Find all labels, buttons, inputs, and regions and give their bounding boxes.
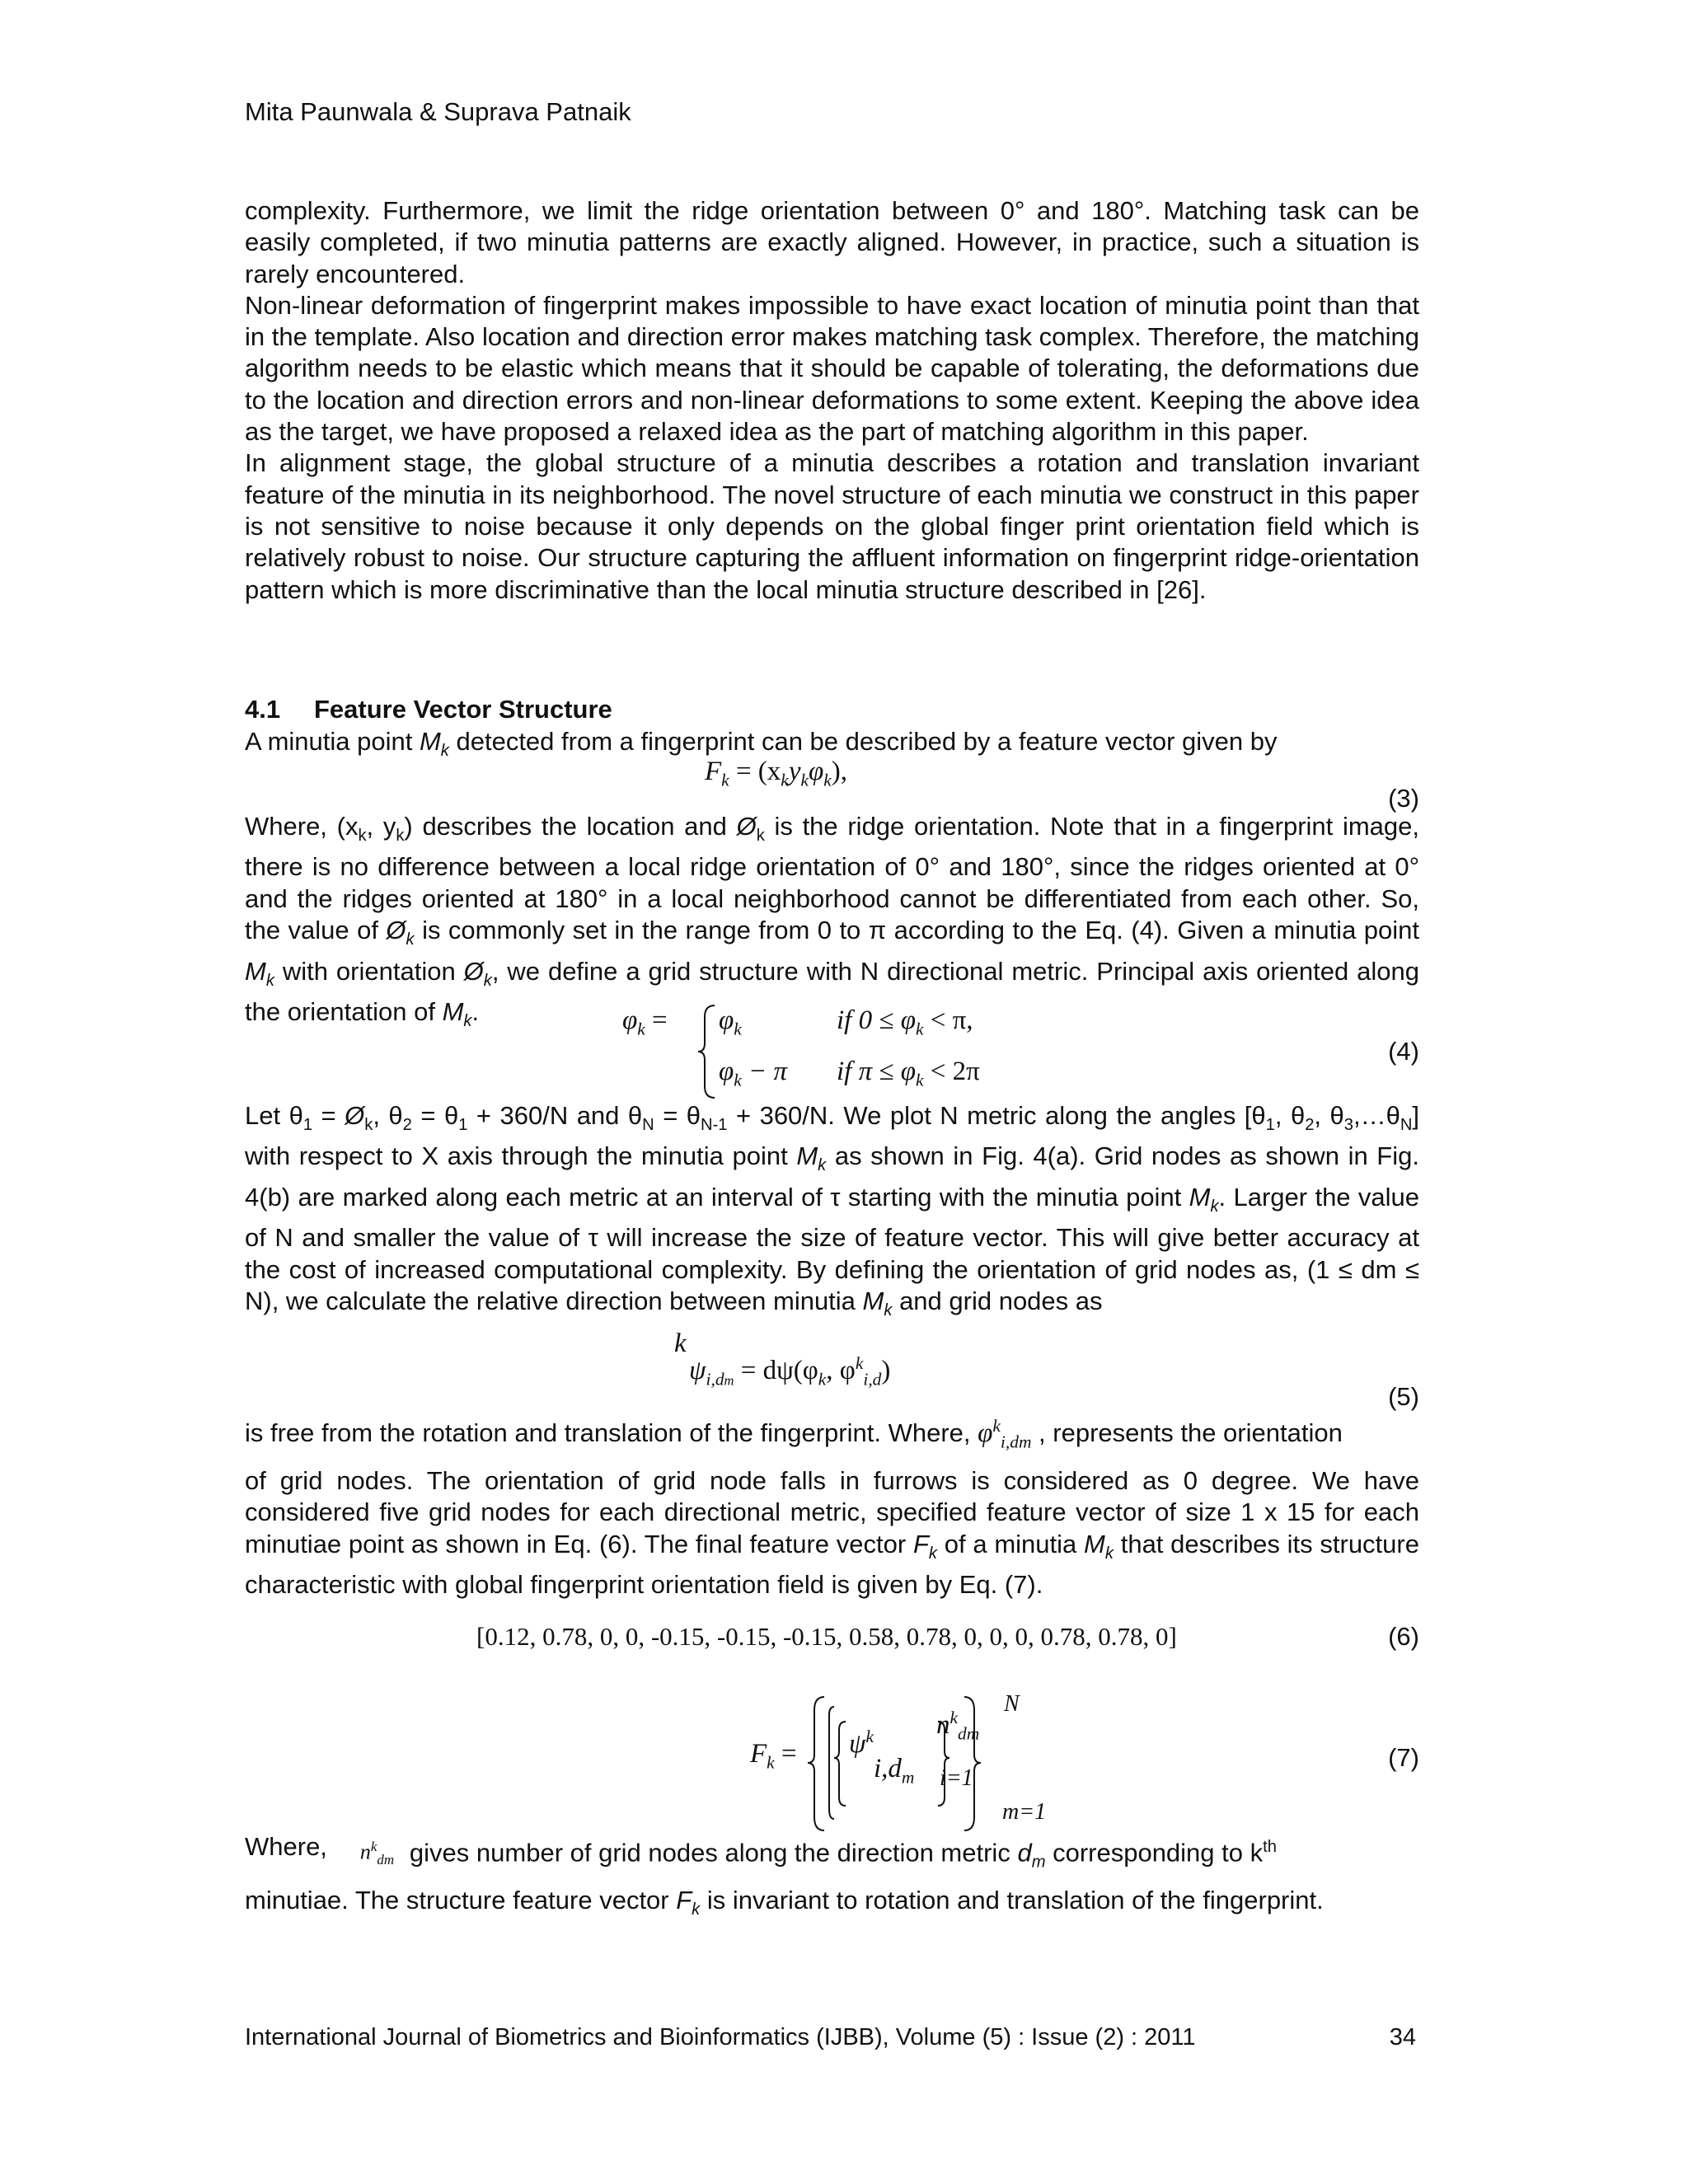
- paragraph-2: Non-linear deformation of fingerprint makes impossible to have exact location of minutia point than that in the template. Also location and direction error makes matching task complex. Therefore, the matching algorithm needs to be elastic which means that it should be capable of tolerating, the deformations due to the location and direction errors and non-linear deformations to some extent. Keeping the above idea as the target, we have proposed a relaxed idea as the part of matching algorithm in this paper.: [245, 290, 1419, 447]
- equation-3-number: (3): [1388, 784, 1419, 813]
- equation-3: $F_k = (x_ky_k\varphi_k)$,: [705, 757, 848, 790]
- page-number: 34: [1389, 2024, 1416, 2050]
- paragraph-3: In alignment stage, the global structure of a minutia describes a rotation and translation invariant feature of the minutia in its neighborhood. The novel structure of each minutia we construct in this paper is not sensitive to noise because it only depends on the global finger print orientation field which is relatively robust to noise. Our structure capturing the affluent information on fingerprint ridge-orientation pattern which is more discriminative than the local minutia structure described in [26].: [245, 448, 1419, 604]
- paragraph-1: complexity. Furthermore, we limit the ridge orientation between 0° and 180°. Matching task can be easily completed, if two minutia patterns are exactly aligned. However, in practice, such a situation is rarely encountered.: [245, 196, 1419, 288]
- equation-5-superscript: k: [674, 1329, 687, 1358]
- equation-4-cond-1: if $0 \le \varphi_k < \pi$,: [837, 1005, 973, 1039]
- intro-text: [245, 195, 1419, 606]
- paragraph-9: Where, $n^k_{dm}$ gives number of grid nodes along the direction metric $d_m$ corresponding to $k^{th}$: [245, 1831, 1419, 1878]
- running-header: Mita Paunwala & Suprava Patnaik: [245, 97, 631, 126]
- equation-5: $\psi_{i,dm} = d\psi(\varphi_k$, $\varphi^k_{i,d}$): [689, 1353, 891, 1390]
- paragraph-5: Where, ($x_k$, $y_k$) describes the location and $Ø_k$ is the ridge orientation. Note that in a fingerprint image, there is no difference between a local ridge orientation of 0° and 180°, since the ridges oriented at 0° and the ridges oriented at 180° in a local neighborhood cannot be differentiated from each other. So, the value of $Ø_k$ is commonly set in the range from 0 to π according to the Eq. (4). Given a minutia point $M_k$ with orientation $Ø_k$, we define a grid structure with N directional metric. Principal axis oriented along the orientation of $M_k$.: [245, 812, 1420, 1031]
- equation-4-cond-2: if $\pi \le \varphi_k < 2\pi$: [837, 1057, 980, 1090]
- equation-7-psi: $\psi^k$: [849, 1727, 874, 1759]
- equation-4-case-2: $\varphi_k - \pi$: [719, 1057, 788, 1090]
- n-k-dm-symbol: $n^k_{dm}$: [359, 1839, 395, 1868]
- equation-5-number: (5): [1388, 1382, 1419, 1411]
- equation-7-i1: i=1: [940, 1765, 973, 1791]
- section-number: 4.1: [245, 695, 281, 724]
- equation-4-brace: [696, 1002, 716, 1101]
- paragraph-6: Let $\theta_1$ = $Ø_k$, $\theta_2 = \theta_1 + 360/N$ and $\theta_N = \theta_{N-1} + 360/N$. We plot N metric along the angles [$\theta_1$, $\theta_2$, $\theta_3,\dots\theta_N$] with respect to X axis through the minutia point $M_k$ as shown in Fig. 4(a). Grid nodes as shown in Fig. 4(b) are marked along each metric at an interval of τ starting with the minutia point $M_k$. Larger the value of N and smaller the value of τ will increase the size of feature vector. This will give better accuracy at the cost of increased computational complexity. By defining the orientation of grid nodes as, (1 ≤ dm ≤ N), we calculate the relative direction between minutia $M_k$ and grid nodes as: [245, 1101, 1419, 1320]
- equation-7-n-dm: $n^k_{dm}$: [936, 1708, 980, 1744]
- equation-7-N: N: [1004, 1691, 1020, 1717]
- equation-6-number: (6): [1388, 1622, 1419, 1651]
- equation-4-lhs: $\varphi_k$ =: [622, 1005, 668, 1039]
- paragraph-10: minutiae. The structure feature vector $F_k$ is invariant to rotation and translation of the fingerprint.: [245, 1886, 1324, 1919]
- paragraph-8: of grid nodes. The orientation of grid node falls in furrows is considered as 0 degree. We have considered five grid nodes for each directional metric, specified feature vector of size 1 x 15 for each minutiae point as shown in Eq. (6). The final feature vector $F_k$ of a minutia $M_k$ that describes its structure characteristic with global fingerprint orientation field is given by Eq. (7).: [245, 1466, 1419, 1600]
- equation-4-case-1: $\varphi_k$: [719, 1005, 742, 1039]
- equation-7-lhs: $F_k$ =: [750, 1739, 797, 1773]
- equation-7-number: (7): [1388, 1743, 1419, 1772]
- paragraph-7: is free from the rotation and translation of the fingerprint. Where, $\varphi^k_{i,dm}$ , represents the orientation: [245, 1416, 1343, 1452]
- equation-7-psi-subscript: $i,d_m$: [874, 1754, 915, 1788]
- equation-7-m1: m=1: [1002, 1799, 1047, 1825]
- paragraph-4: A minutia point $M_k$ detected from a fingerprint can be described by a feature vector given by: [245, 727, 1278, 761]
- section-heading: [245, 695, 612, 724]
- section-title: Feature Vector Structure: [314, 695, 612, 724]
- journal-footer: International Journal of Biometrics and Bioinformatics (IJBB), Volume (5) : Issue (2) : 2011: [245, 2024, 1196, 2050]
- equation-6: [0.12, 0.78, 0, 0, -0.15, -0.15, -0.15, 0.58, 0.78, 0, 0, 0, 0.78, 0.78, 0]: [476, 1622, 1177, 1651]
- equation-4-number: (4): [1388, 1037, 1419, 1066]
